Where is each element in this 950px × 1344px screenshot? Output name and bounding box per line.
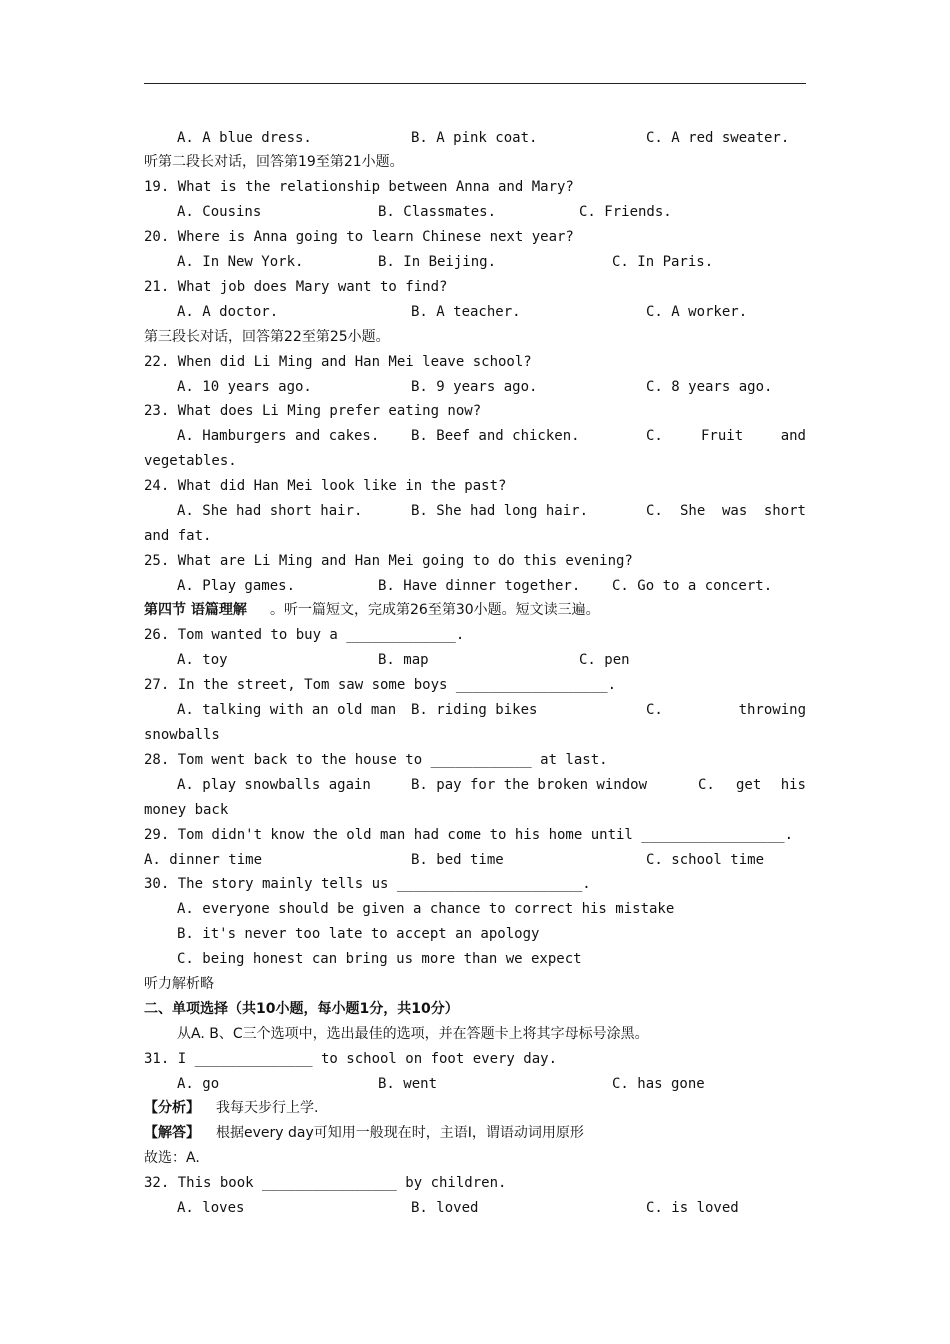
q19-option-a[interactable]: A. Cousins bbox=[177, 204, 262, 220]
q31-option-c[interactable]: C. has gone bbox=[612, 1076, 705, 1092]
q29-option-c[interactable]: C. school time bbox=[646, 852, 765, 868]
q25-option-c[interactable]: C. Go to a concert. bbox=[612, 578, 773, 594]
q27-options bbox=[144, 698, 806, 722]
dialog3-intro: 第三段长对话，回答第22至第25小题。 bbox=[144, 329, 390, 345]
q23-stem: 23. What does Li Ming prefer eating now? bbox=[144, 403, 482, 419]
q26-options bbox=[144, 648, 806, 672]
q28-stem: 28. Tom went back to the house to ____________ at last. bbox=[144, 752, 608, 768]
q31-options bbox=[144, 1072, 806, 1096]
q20-stem: 20. Where is Anna going to learn Chinese next year? bbox=[144, 229, 574, 245]
q31-answer-text: 根据every day可知用一般现在时，主语I，谓语动词用原形 bbox=[216, 1125, 584, 1141]
q27-option-c-letter[interactable]: C. bbox=[646, 702, 663, 718]
listening-note: 听力解析略 bbox=[144, 976, 214, 992]
q25-option-b[interactable]: B. Have dinner together. bbox=[378, 578, 581, 594]
q25-options bbox=[144, 574, 806, 598]
q22-option-c[interactable]: C. 8 years ago. bbox=[646, 379, 773, 395]
q21-option-a[interactable]: A. A doctor. bbox=[177, 304, 279, 320]
q24-option-c-word3[interactable]: short bbox=[763, 503, 806, 519]
q32-option-a[interactable]: A. loves bbox=[177, 1200, 245, 1216]
q20-options bbox=[144, 250, 806, 274]
q22-options bbox=[144, 375, 806, 399]
q30-option-c-row bbox=[144, 947, 806, 971]
q20-option-b[interactable]: B. In Beijing. bbox=[378, 254, 497, 270]
q18-option-a[interactable]: A. A blue dress. bbox=[177, 130, 312, 146]
section4-title: 第四节 语篇理解 bbox=[144, 602, 247, 618]
q28-option-a[interactable]: A. play snowballs again bbox=[177, 777, 371, 793]
q29-option-b[interactable]: B. bed time bbox=[411, 852, 504, 868]
q26-option-b[interactable]: B. map bbox=[378, 652, 429, 668]
q28-options bbox=[144, 773, 806, 797]
q24-options bbox=[144, 499, 806, 523]
q29-options bbox=[144, 848, 806, 872]
q31-analysis-label: 【分析】 bbox=[144, 1100, 200, 1116]
q21-option-c[interactable]: C. A worker. bbox=[646, 304, 748, 320]
q26-stem: 26. Tom wanted to buy a _____________. bbox=[144, 627, 465, 643]
q23-option-c-letter[interactable]: C. bbox=[646, 428, 663, 444]
q21-stem: 21. What job does Mary want to find? bbox=[144, 279, 448, 295]
q31-answer bbox=[144, 1121, 806, 1145]
q31-choice: 故选：A. bbox=[144, 1150, 200, 1166]
q23-option-c-word1[interactable]: Fruit bbox=[701, 428, 744, 444]
q28-option-c-wrap[interactable]: money back bbox=[144, 802, 229, 818]
q22-stem: 22. When did Li Ming and Han Mei leave school? bbox=[144, 354, 532, 370]
q31-analysis-text: 我每天步行上学. bbox=[216, 1100, 319, 1116]
part2-instruction: 从A. B、C三个选项中，选出最佳的选项，并在答题卡上将其字母标号涂黑。 bbox=[177, 1026, 649, 1042]
q19-option-c[interactable]: C. Friends. bbox=[579, 204, 672, 220]
q28-option-c-word2[interactable]: his bbox=[780, 777, 806, 793]
part2-title: 二、单项选择（共10小题，每小题1分，共10分） bbox=[144, 1001, 459, 1017]
q24-option-b[interactable]: B. She had long hair. bbox=[411, 503, 589, 519]
q23-options bbox=[144, 424, 806, 448]
q31-option-a[interactable]: A. go bbox=[177, 1076, 220, 1092]
header-rule bbox=[144, 83, 806, 84]
q27-option-c-word1[interactable]: throwing bbox=[738, 702, 806, 718]
section4-text: 。听一篇短文，完成第26至第30小题。短文读三遍。 bbox=[270, 602, 600, 618]
q32-stem: 32. This book ________________ by children. bbox=[144, 1175, 507, 1191]
q20-option-a[interactable]: A. In New York. bbox=[177, 254, 304, 270]
q24-option-c-wrap[interactable]: and fat. bbox=[144, 528, 212, 544]
q31-analysis bbox=[144, 1096, 806, 1120]
section4-heading bbox=[144, 598, 806, 622]
part2-instruction-row bbox=[144, 1022, 806, 1046]
q24-option-c-word1[interactable]: She bbox=[680, 503, 706, 519]
q29-stem: 29. Tom didn't know the old man had come to his home until _________________. bbox=[144, 827, 794, 843]
q28-option-b[interactable]: B. pay for the broken window bbox=[411, 777, 648, 793]
q25-stem: 25. What are Li Ming and Han Mei going to do this evening? bbox=[144, 553, 633, 569]
q22-option-b[interactable]: B. 9 years ago. bbox=[411, 379, 538, 395]
q26-option-a[interactable]: A. toy bbox=[177, 652, 228, 668]
q24-option-c-word2[interactable]: was bbox=[722, 503, 748, 519]
q19-stem: 19. What is the relationship between Anna and Mary? bbox=[144, 179, 574, 195]
q24-option-c-letter[interactable]: C. bbox=[646, 503, 663, 519]
q23-option-a[interactable]: A. Hamburgers and cakes. bbox=[177, 428, 380, 444]
q24-stem: 24. What did Han Mei look like in the past? bbox=[144, 478, 507, 494]
q22-option-a[interactable]: A. 10 years ago. bbox=[177, 379, 312, 395]
q30-option-a[interactable]: A. everyone should be given a chance to correct his mistake bbox=[177, 901, 675, 917]
q27-option-b[interactable]: B. riding bikes bbox=[411, 702, 538, 718]
q27-option-c-wrap[interactable]: snowballs bbox=[144, 727, 220, 743]
q31-answer-label: 【解答】 bbox=[144, 1125, 200, 1141]
q26-option-c[interactable]: C. pen bbox=[579, 652, 630, 668]
q32-options bbox=[144, 1196, 806, 1220]
q18-option-b[interactable]: B. A pink coat. bbox=[411, 130, 538, 146]
q30-option-c[interactable]: C. being honest can bring us more than we expect bbox=[177, 951, 582, 967]
q30-option-a-row bbox=[144, 897, 806, 921]
q19-options bbox=[144, 200, 806, 224]
q23-option-c-wrap[interactable]: vegetables. bbox=[144, 453, 237, 469]
q18-options bbox=[144, 126, 806, 150]
q18-option-c[interactable]: C. A red sweater. bbox=[646, 130, 790, 146]
q32-option-b[interactable]: B. loved bbox=[411, 1200, 479, 1216]
q23-option-c-word2[interactable]: and bbox=[780, 428, 806, 444]
q28-option-c-letter[interactable]: C. bbox=[698, 777, 715, 793]
q21-options bbox=[144, 300, 806, 324]
q30-option-b[interactable]: B. it's never too late to accept an apology bbox=[177, 926, 540, 942]
q27-stem: 27. In the street, Tom saw some boys __________________. bbox=[144, 677, 617, 693]
q23-option-b[interactable]: B. Beef and chicken. bbox=[411, 428, 580, 444]
q28-option-c-word1[interactable]: get bbox=[736, 777, 762, 793]
q27-option-a[interactable]: A. talking with an old man bbox=[177, 702, 397, 718]
dialog2-intro: 听第二段长对话，回答第19至第21小题。 bbox=[144, 154, 404, 170]
q29-option-a[interactable]: A. dinner time bbox=[144, 852, 263, 868]
q32-option-c[interactable]: C. is loved bbox=[646, 1200, 739, 1216]
q30-stem: 30. The story mainly tells us ______________________. bbox=[144, 876, 591, 892]
q30-option-b-row bbox=[144, 922, 806, 946]
q21-option-b[interactable]: B. A teacher. bbox=[411, 304, 521, 320]
q20-option-c[interactable]: C. In Paris. bbox=[612, 254, 714, 270]
q25-option-a[interactable]: A. Play games. bbox=[177, 578, 296, 594]
q24-option-a[interactable]: A. She had short hair. bbox=[177, 503, 363, 519]
q19-option-b[interactable]: B. Classmates. bbox=[378, 204, 497, 220]
q31-stem: 31. I ______________ to school on foot every day. bbox=[144, 1051, 558, 1067]
q31-option-b[interactable]: B. went bbox=[378, 1076, 438, 1092]
